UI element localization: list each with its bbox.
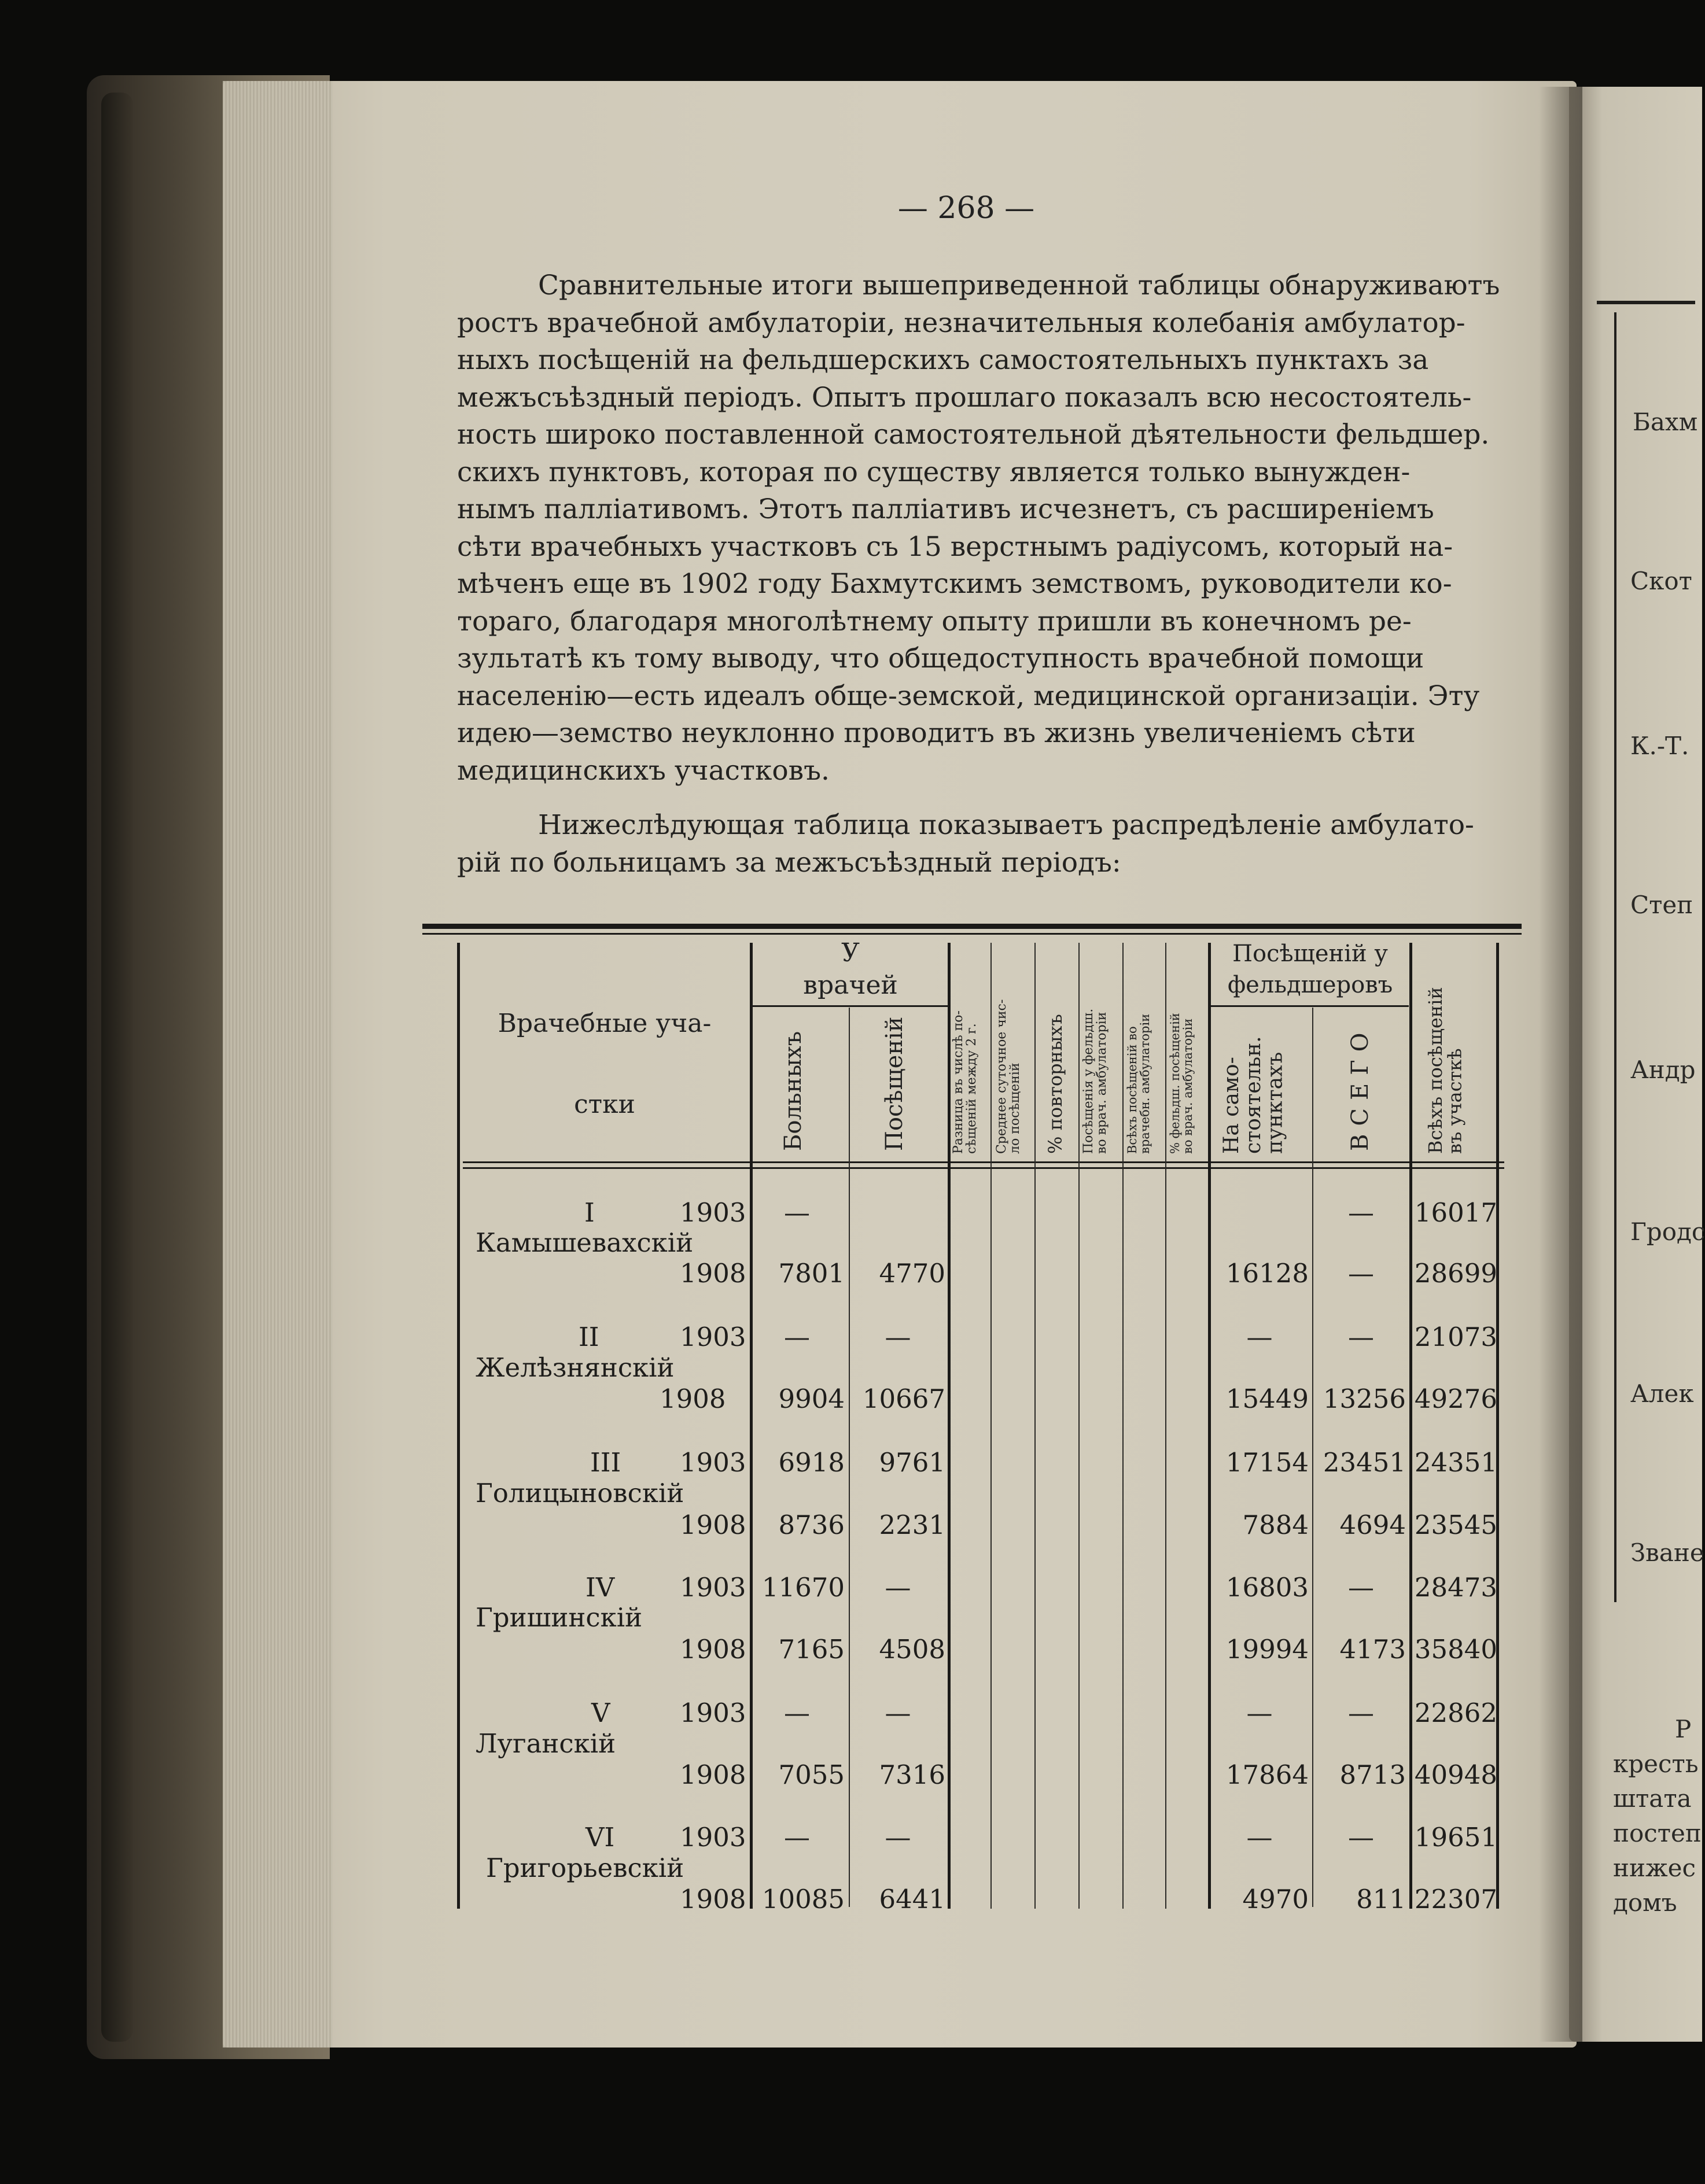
header-ip-line2: стоятельн. xyxy=(1241,1036,1265,1154)
cell-patients: — xyxy=(784,1322,810,1352)
cell-all: 16017 xyxy=(1414,1197,1497,1228)
header-patients: Больныхъ xyxy=(780,1031,807,1151)
cell-all: 28473 xyxy=(1414,1572,1497,1603)
header-doctors-line1: У xyxy=(841,938,860,968)
text-line: Сравнительные итоги вышеприведенной таблицы обнаруживаютъ xyxy=(538,270,1500,301)
district-name: Луганскій xyxy=(476,1728,616,1759)
cell-patients: 7801 xyxy=(778,1258,845,1289)
cell-all: 40948 xyxy=(1414,1759,1497,1790)
cell-total: — xyxy=(1348,1822,1374,1853)
col-line xyxy=(849,1008,850,1907)
header-difference-line1: Разница въ числѣ по- xyxy=(951,1010,966,1154)
cell-total: 8713 xyxy=(1339,1759,1406,1790)
doctors-group-rule xyxy=(752,1005,949,1007)
header-all-at-doctor xyxy=(1126,940,1151,1154)
cell-visits: — xyxy=(885,1822,911,1853)
text-line: населенію—есть идеалъ обще-земской, медицинской организаціи. Эту xyxy=(457,680,1480,712)
cell-independent: 4970 xyxy=(1242,1884,1309,1914)
facing-page-text: кресть xyxy=(1613,1750,1699,1778)
text-line: рій по больницамъ за межъсъѣздный періодъ: xyxy=(457,846,1121,879)
text-line: медицинскихъ участковъ. xyxy=(457,754,830,787)
header-doctors-line2: врачей xyxy=(803,971,898,1000)
cell-total: 4694 xyxy=(1339,1510,1406,1540)
text-line: мѣченъ еще въ 1902 году Бахмутскимъ земствомъ, руководители ко- xyxy=(457,568,1452,600)
cell-patients: 6918 xyxy=(778,1447,845,1478)
cell-independent: — xyxy=(1246,1698,1273,1728)
col-line xyxy=(990,943,992,1909)
cell-visits: 4508 xyxy=(879,1634,945,1665)
header-ip-line3: пунктахъ xyxy=(1263,1052,1287,1154)
header-total: ВСЕГО xyxy=(1347,1024,1373,1151)
text-line: идею—земство неуклонно проводитъ въ жизнь увеличеніемъ сѣти xyxy=(457,717,1416,749)
row-year: 1908 xyxy=(660,1384,726,1414)
cell-patients: 10085 xyxy=(761,1884,845,1914)
facing-page-label: Скот xyxy=(1630,567,1692,595)
col-line xyxy=(1078,943,1080,1909)
cell-patients: 9904 xyxy=(778,1384,845,1414)
text-line: скихъ пунктовъ, которая по существу является только вынужден- xyxy=(457,456,1411,488)
cell-patients: — xyxy=(784,1698,810,1728)
header-feldsher-line1: Посѣщеній у xyxy=(1232,940,1388,967)
cell-all: 35840 xyxy=(1414,1634,1497,1665)
cell-visits: 9761 xyxy=(879,1447,945,1478)
paragraph-2 xyxy=(457,807,1504,881)
facing-page-label: Зване xyxy=(1630,1539,1704,1567)
header-avd-line1: Всѣхъ посѣщеній xyxy=(1424,987,1446,1154)
cell-total: — xyxy=(1348,1572,1374,1603)
district-numeral: III xyxy=(590,1447,621,1478)
row-year: 1903 xyxy=(680,1447,746,1478)
text-line: ность широко поставленной самостоятельной дѣятельности фельдшер. xyxy=(457,419,1490,451)
district-numeral: I xyxy=(584,1197,595,1228)
cell-independent: 17154 xyxy=(1225,1447,1309,1478)
cell-patients: — xyxy=(784,1197,810,1228)
facing-page-text: постеп xyxy=(1613,1819,1702,1847)
facing-page-label: Бахм xyxy=(1633,408,1698,436)
text-line: тораго, благодаря многолѣтнему опыту пришли въ конечномъ ре- xyxy=(457,605,1412,637)
header-pct-line1: % фельдш. посѣщеній xyxy=(1168,1013,1182,1154)
col-line xyxy=(1165,943,1166,1909)
header-independent-points xyxy=(1221,1015,1286,1154)
cell-visits: — xyxy=(885,1322,911,1352)
header-district xyxy=(463,983,746,1145)
row-year: 1903 xyxy=(680,1572,746,1603)
header-doctors-group xyxy=(752,937,949,1002)
cell-all: 24351 xyxy=(1414,1447,1497,1478)
cell-visits: 7316 xyxy=(879,1759,945,1790)
district-name: Гришинскій xyxy=(476,1602,643,1633)
facing-page-label: Степ xyxy=(1630,891,1693,919)
header-daily-avg-line2: ло посѣщеній xyxy=(1008,1063,1023,1154)
row-year: 1908 xyxy=(680,1258,746,1289)
header-feldsher-line2: фельдшеровъ xyxy=(1227,972,1393,998)
cell-independent: — xyxy=(1246,1822,1273,1853)
cell-visits: 4770 xyxy=(879,1258,945,1289)
row-year: 1903 xyxy=(680,1197,746,1228)
header-daily-avg xyxy=(995,940,1022,1154)
cell-total: — xyxy=(1348,1197,1374,1228)
feldsher-group-rule xyxy=(1209,1005,1409,1007)
district-name: Камышевахскій xyxy=(476,1227,694,1258)
header-repeat-pct: % повторныхъ xyxy=(1044,1014,1066,1154)
table-top-rule xyxy=(422,924,1522,929)
cell-patients: 8736 xyxy=(778,1510,845,1540)
district-numeral: II xyxy=(579,1322,599,1352)
row-year: 1903 xyxy=(680,1822,746,1853)
book-spine xyxy=(101,93,133,2042)
cell-independent: 7884 xyxy=(1242,1510,1309,1540)
cell-independent: 15449 xyxy=(1225,1384,1309,1414)
header-feldsher-at-doctor xyxy=(1082,940,1109,1154)
text-line: Нижеслѣдующая таблица показываетъ распредѣленіе амбулато- xyxy=(538,809,1474,841)
cell-all: 22307 xyxy=(1414,1884,1497,1914)
header-avad-line2: врачебн. амбулаторіи xyxy=(1138,1013,1152,1154)
cell-independent: 19994 xyxy=(1225,1634,1309,1665)
row-year: 1908 xyxy=(680,1634,746,1665)
header-fvad-line1: Посѣщенія у фельдш. xyxy=(1081,1008,1096,1154)
cell-all: 49276 xyxy=(1414,1384,1497,1414)
col-line xyxy=(1034,943,1036,1909)
cell-patients: 7055 xyxy=(778,1759,845,1790)
header-district-line1: Врачебные уча- xyxy=(498,1009,712,1038)
paragraph-1 xyxy=(457,267,1504,790)
cell-visits: — xyxy=(885,1572,911,1603)
facing-page-text: штата xyxy=(1613,1784,1692,1813)
district-name: Голицыновскій xyxy=(476,1478,684,1508)
cell-visits: 2231 xyxy=(879,1510,945,1540)
book-gutter xyxy=(1539,87,1582,2042)
cell-total: 23451 xyxy=(1323,1447,1406,1478)
facing-page-label: Алек xyxy=(1630,1379,1694,1408)
district-name: Григорьевскій xyxy=(486,1853,684,1883)
cell-independent: 16803 xyxy=(1225,1572,1309,1603)
cell-total: — xyxy=(1348,1258,1374,1289)
cell-all: 19651 xyxy=(1414,1822,1497,1853)
text-line: нымъ палліативомъ. Этотъ палліативъ исчезнетъ, съ расширеніемъ xyxy=(457,493,1434,525)
cell-total: 811 xyxy=(1356,1884,1406,1914)
header-feldsher-group xyxy=(1210,938,1410,1001)
cell-independent: — xyxy=(1246,1322,1273,1352)
row-year: 1903 xyxy=(680,1698,746,1728)
header-district-line2: стки xyxy=(574,1090,635,1119)
header-pct-feldsher xyxy=(1169,940,1194,1154)
cell-total: 13256 xyxy=(1323,1384,1406,1414)
row-year: 1908 xyxy=(680,1884,746,1914)
row-year: 1908 xyxy=(680,1510,746,1540)
cell-patients: 7165 xyxy=(778,1634,845,1665)
cell-patients: — xyxy=(784,1822,810,1853)
header-daily-avg-line1: Среднее суточное чис- xyxy=(995,999,1009,1154)
cell-total: — xyxy=(1348,1698,1374,1728)
col-line xyxy=(1312,1008,1313,1907)
row-year: 1903 xyxy=(680,1322,746,1352)
col-line xyxy=(1122,943,1124,1909)
district-name: Желѣзнянскій xyxy=(476,1352,675,1383)
page-edges xyxy=(223,81,333,2048)
cell-all: 22862 xyxy=(1414,1698,1497,1728)
facing-page-rule xyxy=(1597,301,1695,304)
header-bottom-rule xyxy=(463,1161,1504,1163)
facing-page-text: домъ xyxy=(1613,1888,1677,1917)
cell-patients: 11670 xyxy=(761,1572,845,1603)
header-difference xyxy=(952,940,978,1154)
cell-total: — xyxy=(1348,1322,1374,1352)
text-line: межъсъѣздный періодъ. Опытъ прошлаго показалъ всю несостоятель- xyxy=(457,381,1472,414)
page-number: — 268 — xyxy=(897,191,1035,226)
table-top-rule-thin xyxy=(422,933,1522,935)
district-numeral: V xyxy=(591,1698,610,1728)
col-line xyxy=(948,943,951,1909)
cell-visits: 6441 xyxy=(879,1884,945,1914)
text-line: зультатѣ къ тому выводу, что общедоступность врачебной помощи xyxy=(457,643,1424,674)
text-line: ростъ врачебной амбулаторіи, незначительныя колебанія амбулатор- xyxy=(457,307,1465,339)
col-line xyxy=(457,943,460,1909)
cell-independent: 16128 xyxy=(1225,1258,1309,1289)
cell-all: 28699 xyxy=(1414,1258,1497,1289)
cell-all: 21073 xyxy=(1414,1322,1497,1352)
facing-page-label: Андр xyxy=(1630,1056,1696,1084)
facing-page-label: К.-Т. xyxy=(1630,732,1689,760)
header-visits: Посѣщеній xyxy=(881,1016,908,1151)
text-line: ныхъ посѣщеній на фельдшерскихъ самостоятельныхъ пунктахъ за xyxy=(457,344,1429,376)
header-pct-line2: во врач. амбулаторіи xyxy=(1181,1018,1195,1154)
cell-visits: — xyxy=(885,1698,911,1728)
district-numeral: VI xyxy=(585,1822,615,1853)
text-line: сѣти врачебныхъ участковъ съ 15 верстнымъ радіусомъ, который на- xyxy=(457,530,1453,563)
cell-independent: 17864 xyxy=(1225,1759,1309,1790)
facing-page-text: нижес xyxy=(1613,1854,1696,1882)
header-ip-line1: На само- xyxy=(1220,1057,1243,1154)
header-difference-line2: сѣщеній между 2 г. xyxy=(964,1023,979,1154)
row-year: 1908 xyxy=(680,1759,746,1790)
cell-all: 23545 xyxy=(1414,1510,1497,1540)
header-bottom-rule-2 xyxy=(463,1167,1504,1169)
cell-visits: 10667 xyxy=(862,1384,945,1414)
header-avd-line2: въ участкѣ xyxy=(1443,1048,1466,1154)
district-numeral: IV xyxy=(585,1572,615,1603)
header-avad-line1: Всѣхъ посѣщеній во xyxy=(1125,1026,1139,1154)
facing-page-vline xyxy=(1614,312,1616,1602)
cell-total: 4173 xyxy=(1339,1634,1406,1665)
facing-page-text: Р xyxy=(1675,1715,1692,1743)
header-fvad-line2: во врач. амбулаторіи xyxy=(1095,1012,1110,1154)
facing-page-label: Гродс xyxy=(1630,1218,1705,1246)
header-all-visits-district xyxy=(1426,937,1465,1154)
